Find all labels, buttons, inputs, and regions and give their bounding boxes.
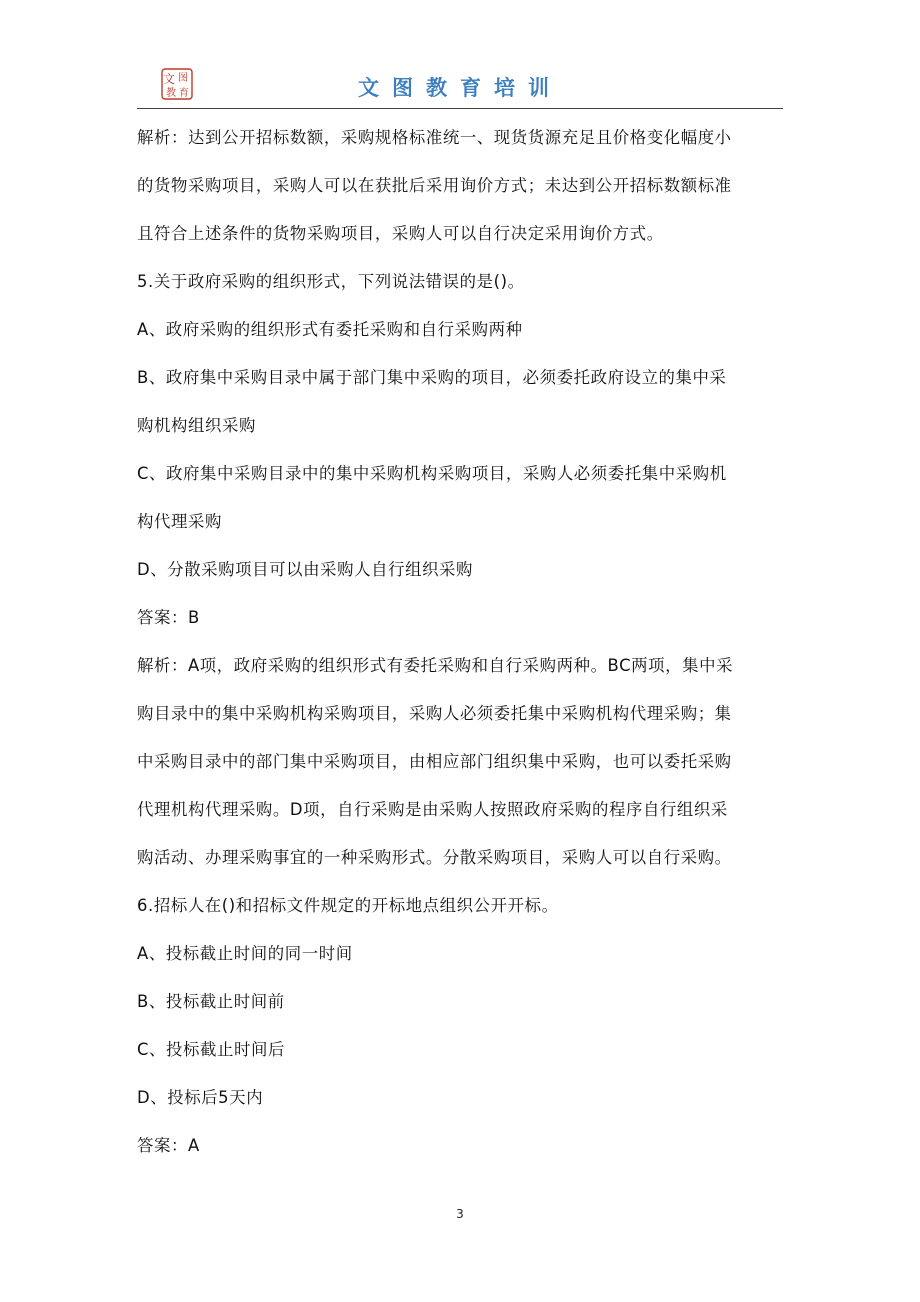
- question-5-option-c-cont: 构代理采购: [137, 512, 222, 531]
- page-number: 3: [456, 1207, 464, 1221]
- question-5-answer: 答案：B: [137, 608, 200, 627]
- question-5-analysis-3: 中采购目录中的部门集中采购项目，由相应部门组织集中采购，也可以委托采购: [137, 752, 732, 771]
- question-5-option-d: D、分散采购项目可以由采购人自行组织采购: [137, 560, 474, 579]
- question-5-analysis-5: 购活动、办理采购事宜的一种采购形式。分散采购项目，采购人可以自行采购。: [137, 848, 732, 867]
- text-line-2: 的货物采购项目，采购人可以在获批后采用询价方式；未达到公开招标数额标准: [137, 176, 732, 195]
- logo-char-3: 教: [166, 88, 176, 99]
- question-5-option-a: A、政府采购的组织形式有委托采购和自行采购两种: [137, 320, 523, 339]
- logo-char-2: 图: [178, 73, 188, 84]
- logo-char-1: 文: [162, 72, 176, 86]
- question-6: 6.招标人在()和招标文件规定的开标地点组织公开开标。: [137, 896, 559, 915]
- page-header: [137, 62, 783, 108]
- question-6-option-b: B、投标截止时间前: [137, 992, 285, 1011]
- question-5-option-c: C、政府集中采购目录中的集中采购机构采购项目，采购人必须委托集中采购机: [137, 464, 727, 483]
- question-5-option-b-cont: 购机构组织采购: [137, 416, 256, 435]
- text-line-3: 且符合上述条件的货物采购项目，采购人可以自行决定采用询价方式。: [137, 224, 664, 243]
- question-5-option-b: B、政府集中采购目录中属于部门集中采购的项目，必须委托政府设立的集中采: [137, 368, 727, 387]
- question-6-answer: 答案：A: [137, 1136, 200, 1155]
- question-6-option-c: C、投标截止时间后: [137, 1040, 285, 1059]
- header-title: 文图教育培训: [358, 75, 562, 100]
- question-6-option-a: A、投标截止时间的同一时间: [137, 944, 353, 963]
- question-5-analysis-2: 购目录中的集中采购机构采购项目，采购人必须委托集中采购机构代理采购；集: [137, 704, 732, 723]
- question-5-analysis-4: 代理机构代理采购。D项，自行采购是由采购人按照政府采购的程序自行组织采: [137, 800, 728, 819]
- text-line-1: 解析：达到公开招标数额，采购规格标准统一、现货货源充足且价格变化幅度小: [137, 128, 732, 147]
- logo-char-4: 育: [179, 88, 189, 99]
- header-divider: [137, 108, 783, 109]
- question-6-option-d: D、投标后5天内: [137, 1088, 264, 1107]
- question-5: 5.关于政府采购的组织形式，下列说法错误的是()。: [137, 272, 525, 291]
- question-5-analysis-1: 解析：A项，政府采购的组织形式有委托采购和自行采购两种。BC两项，集中采: [137, 656, 734, 675]
